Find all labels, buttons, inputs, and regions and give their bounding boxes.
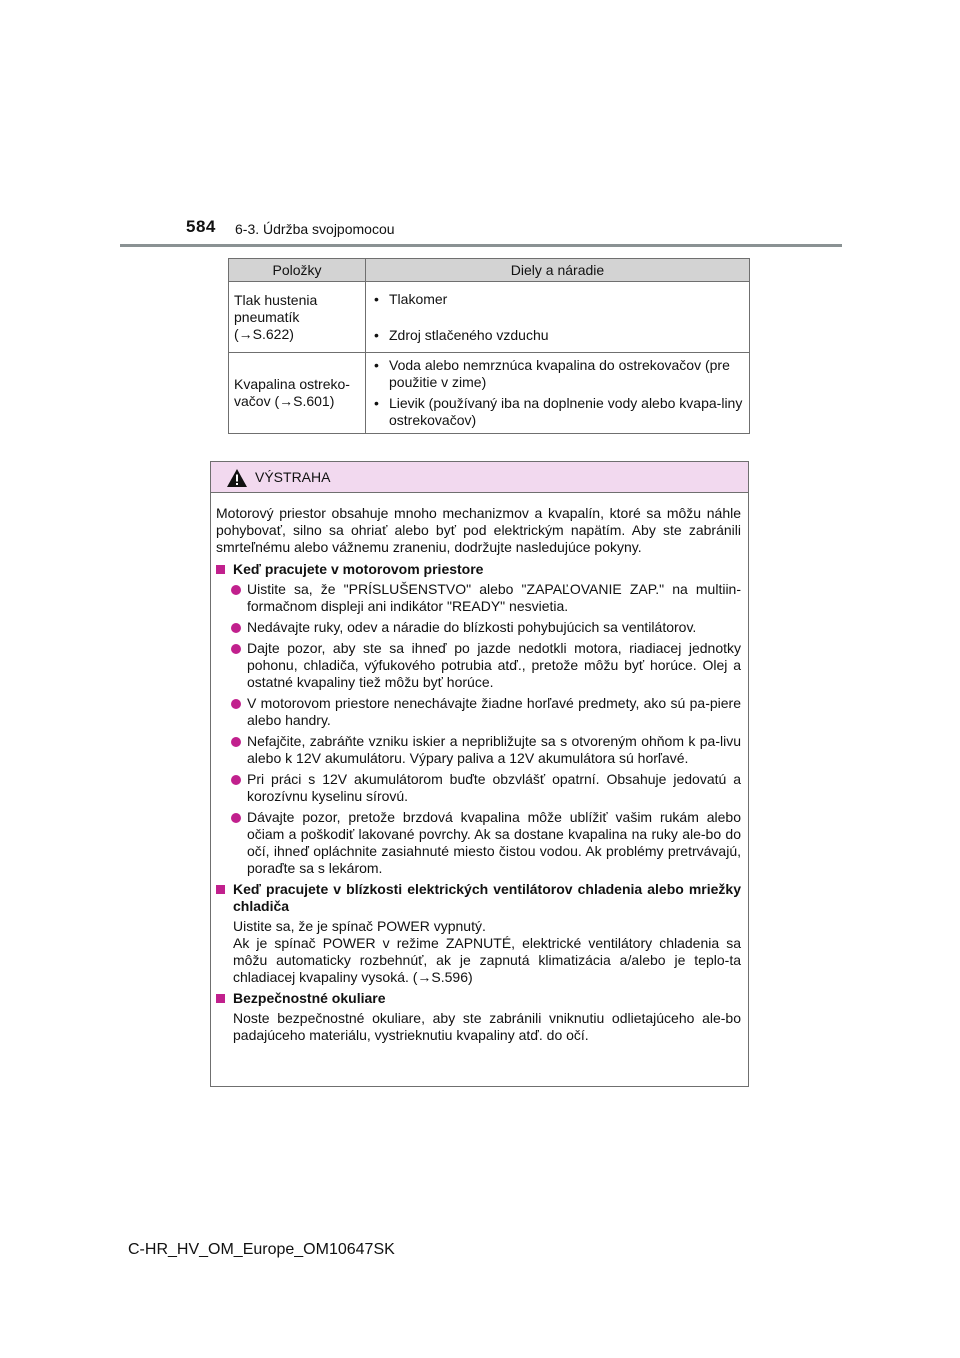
warning-header <box>211 462 748 493</box>
list-item: • Zdroj stlačeného vzduchu <box>372 327 743 344</box>
list-item <box>216 771 741 805</box>
warning-body <box>211 493 748 1044</box>
column-header-items: Položky <box>229 259 366 282</box>
circle-bullet-icon <box>231 813 241 823</box>
square-bullet-icon <box>216 994 225 1003</box>
list-item <box>216 809 741 877</box>
section-heading <box>216 561 741 578</box>
list-item-text: Pri práci s 12V akumulátorom buďte obzvlášť opatrní. Obsahuje jedovatú a korozívnu kyselinu sírovú. <box>247 771 741 804</box>
list-item-text: Nedávajte ruky, odev a náradie do blízkosti pohybujúcich sa ventilátorov. <box>247 619 697 635</box>
warning-title: VÝSTRAHA <box>255 469 331 485</box>
section-text: Noste bezpečnostné okuliare, aby ste zabránili vniknutiu odlietajúceho ale-bo padajúceho materiálu, vystrieknutiu kvapaliny atď. do očí. <box>233 1010 741 1043</box>
parts-list <box>372 291 743 344</box>
square-bullet-icon <box>216 885 225 894</box>
list-item-text: Dajte pozor, aby ste sa ihneď po jazde nedotkli motora, riadiacej jednotky pohonu, chladiča, výfukového potrubia atď., pretože môžu byť horúce. Olej a ostatné kvapaliny tiež môžu byť horúce. <box>247 640 741 690</box>
list-item: • Voda alebo nemrznúca kvapalina do ostrekovačov (pre použitie v zime) <box>372 357 743 391</box>
circle-bullet-icon <box>231 644 241 654</box>
table-row <box>229 353 750 434</box>
table-cell-parts <box>366 353 750 434</box>
list-item-text: Dávajte pozor, pretože brzdová kvapalina môže ublížiť vašim rukám alebo očiam a poškodiť lakované povrchy. Ak sa dostane kvapalina na ruky ale-bo do očí, ihneď opláchnite zasiahnuté miesto čistou vodou. Ak problémy pretrvávajú, poraďte sa s lekárom. <box>247 809 741 876</box>
warning-box <box>210 461 749 1087</box>
warning-intro: Motorový priestor obsahuje mnoho mechanizmov a kvapalín, ktoré sa môžu náhle pohybovať, silno sa ohriať alebo byť pod elektrickým napätím. Aby ste zabránili smrteľnému alebo vážnemu zraneniu, dodržujte nasledujúce pokyny. <box>216 505 741 555</box>
list-item: • Lievik (používaný iba na doplnenie vody alebo kvapa-liny ostrekovačov) <box>372 395 743 429</box>
footer-code: C-HR_HV_OM_Europe_OM10647SK <box>128 1241 395 1258</box>
section-heading <box>216 990 741 1007</box>
section-heading <box>216 881 741 915</box>
list-item <box>216 695 741 729</box>
section-heading-text: Keď pracujete v blízkosti elektrických ventilátorov chladenia alebo mriežky chladiča <box>233 881 741 914</box>
parts-list <box>372 357 743 429</box>
list-item <box>216 581 741 615</box>
column-header-parts: Diely a náradie <box>366 259 750 282</box>
circle-bullet-icon <box>231 775 241 785</box>
table-header-row <box>229 259 750 282</box>
header-divider <box>120 244 842 247</box>
circle-bullet-icon <box>231 585 241 595</box>
square-bullet-icon <box>216 565 225 574</box>
list-item-text: V motorovom priestore nenechávajte žiadne horľavé predmety, ako sú pa-piere alebo handry. <box>247 695 741 728</box>
table-cell-item: Tlak hustenia pneumatík (→S.622) <box>229 282 366 353</box>
table-cell-item: Kvapalina ostreko-vačov (→S.601) <box>229 353 366 434</box>
list-item-text: Uistite sa, že "PRÍSLUŠENSTVO" alebo "ZAPAĽOVANIE ZAP." na multiin-formačnom displeji ani indikátor "READY" nesvietia. <box>247 581 741 614</box>
table-row <box>229 282 750 353</box>
list-item <box>216 640 741 691</box>
section-text-line: Ak je spínač POWER v režime ZAPNUTÉ, elektrické ventilátory chladenia sa môžu automaticky rozbehnúť, ak je zapnutá klimatizácia a/alebo je teplo-ta chladiacej kvapaliny vysoká. (→S.596) <box>233 935 741 985</box>
circle-bullet-icon <box>231 737 241 747</box>
circle-bullet-icon <box>231 623 241 633</box>
section-text-line: Uistite sa, že je spínač POWER vypnutý. <box>233 918 486 934</box>
section-heading-text: Keď pracujete v motorovom priestore <box>233 561 484 577</box>
list-item <box>216 619 741 636</box>
list-item <box>216 733 741 767</box>
section-title: 6-3. Údržba svojpomocou <box>235 221 395 237</box>
section-heading-text: Bezpečnostné okuliare <box>233 990 386 1006</box>
section-text <box>216 918 741 986</box>
list-item: • Tlakomer <box>372 291 743 308</box>
parts-table <box>228 258 750 434</box>
table-cell-parts <box>366 282 750 353</box>
list-item-text: Nefajčite, zabráňte vzniku iskier a nepribližujte sa s otvoreným ohňom k pa-livu alebo k 12V akumulátoru. Výpary paliva a 12V akumulátora sú horľavé. <box>247 733 741 766</box>
circle-bullet-icon <box>231 699 241 709</box>
page-number: 584 <box>186 217 216 236</box>
warning-triangle-icon <box>226 468 248 488</box>
